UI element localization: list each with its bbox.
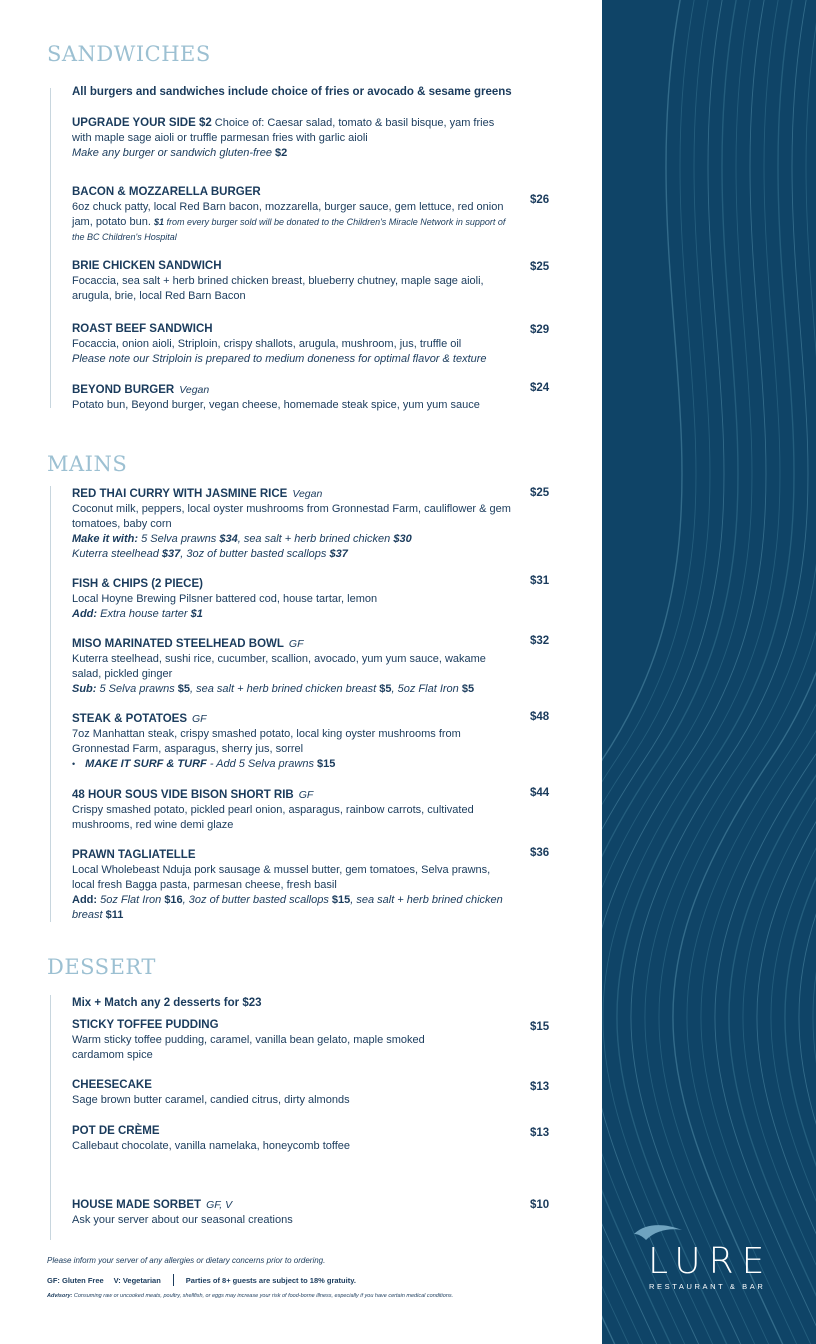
- addon-price: $30: [393, 533, 412, 545]
- item-price: $10: [530, 1199, 550, 1211]
- wave-line: [785, 0, 816, 1344]
- advisory-label: Advisory:: [47, 1293, 73, 1299]
- item-description: Crispy smashed potato, pickled pearl onion, asparagus, rainbow carrots, cultivated mushrooms, red wine demi glaze: [72, 804, 474, 831]
- item-name: BRIE CHICKEN SANDWICH: [72, 260, 222, 272]
- wave-line: [603, 0, 780, 1344]
- section-title-mains: MAINS: [47, 452, 128, 476]
- item-dietary-tag: Vegan: [179, 384, 210, 396]
- advisory-notice: [47, 1293, 587, 1299]
- item-price: $13: [530, 1127, 550, 1139]
- dessert-intro-text: Mix + Match any 2 desserts for $23: [72, 997, 262, 1009]
- item-price: $31: [530, 575, 550, 587]
- menu-item: [72, 788, 512, 833]
- legend-separator: [173, 1274, 174, 1286]
- wave-line: [729, 0, 816, 1344]
- item-price: $13: [530, 1081, 550, 1093]
- addon-label: Sub:: [72, 683, 97, 695]
- sandwiches-intro-text: All burgers and sandwiches include choice of fries or avocado & sesame greens: [72, 86, 512, 98]
- item-description: Callebaut chocolate, vanilla namelaka, honeycomb toffee: [72, 1140, 351, 1152]
- menu-item: [72, 637, 512, 697]
- item-name: ROAST BEEF SANDWICH: [72, 323, 213, 335]
- wave-line: [743, 0, 816, 1344]
- item-name: 48 HOUR SOUS VIDE BISON SHORT RIB: [72, 789, 294, 801]
- bullet: •: [72, 759, 76, 769]
- item-price: $36: [530, 847, 550, 859]
- allergy-notice: Please inform your server of any allergies or dietary concerns prior to ordering.: [47, 1256, 326, 1265]
- section-divider: [50, 88, 51, 408]
- brand-logo: [632, 1222, 782, 1302]
- addon-text: 5 Selva prawns: [138, 533, 220, 545]
- menu-item: [72, 185, 512, 245]
- menu-item: [72, 1198, 512, 1228]
- wave-lines-pattern: [602, 0, 816, 1344]
- item-price: $25: [530, 261, 550, 273]
- item-description: Local Wholebeast Nduja pork sausage & mussel butter, gem tomatoes, Selva prawns, local fresh Bagga pasta, parmesan cheese, fresh basil: [72, 864, 491, 891]
- addon-price: $15: [331, 894, 351, 906]
- surf-turf-price: $15: [317, 758, 336, 770]
- addon-label: Add:: [72, 608, 98, 620]
- addon-price: $5: [177, 683, 191, 695]
- wave-line: [715, 0, 816, 1344]
- menu-item: [72, 487, 512, 562]
- item-description: 7oz Manhattan steak, crispy smashed potato, local king oyster mushrooms from Gronnestad Farm, asparagus, sherry jus, sorrel: [72, 728, 461, 755]
- item-dietary-tag: Vegan: [292, 488, 323, 500]
- menu-item: [72, 1078, 512, 1108]
- addon-price: $37: [329, 548, 348, 560]
- item-description: Ask your server about our seasonal creations: [72, 1214, 293, 1226]
- item-name: STEAK & POTATOES: [72, 713, 188, 725]
- item-name: CHEESECAKE: [72, 1079, 152, 1091]
- legend-row: [47, 1274, 356, 1286]
- addon-text: , 5oz Flat Iron: [391, 683, 462, 695]
- brand-name: LURE: [648, 1241, 773, 1282]
- addon-text: , 3oz of butter basted scallops: [182, 894, 332, 906]
- addon-price: $11: [105, 909, 124, 921]
- item-price: $15: [530, 1021, 550, 1033]
- item-price: $32: [530, 635, 550, 647]
- item-dietary-tag: GF: [288, 638, 304, 650]
- wave-line: [617, 0, 794, 1344]
- item-description: Potato bun, Beyond burger, vegan cheese, homemade steak spice, yum yum sauce: [72, 399, 480, 411]
- item-dietary-tag: GF: [192, 713, 207, 725]
- item-description: Local Hoyne Brewing Pilsner battered cod, house tartar, lemon: [72, 593, 378, 605]
- donation-note: from every burger sold will be donated to the Children's Miracle Network in support of the BC Children's Hospital: [72, 217, 506, 242]
- item-name: POT DE CRÈME: [72, 1125, 160, 1137]
- surf-turf-text: - Add 5 Selva prawns: [206, 758, 318, 770]
- item-description: Sage brown butter caramel, candied citrus, dirty almonds: [72, 1094, 350, 1106]
- item-price: $24: [530, 382, 550, 394]
- decorative-side-panel: [602, 0, 816, 1344]
- menu-item: [72, 712, 512, 772]
- item-name: PRAWN TAGLIATELLE: [72, 849, 196, 861]
- item-price: $25: [530, 487, 550, 499]
- item-description: Kuterra steelhead, sushi rice, cucumber, scallion, avocado, yum yum sauce, wakame salad, pickled ginger: [72, 653, 486, 680]
- upgrade-side-note: [72, 116, 512, 161]
- item-dietary-tag: GF: [298, 789, 314, 801]
- dessert-intro: [72, 996, 512, 1011]
- addon-price: $34: [219, 533, 238, 545]
- wave-line: [602, 0, 752, 1344]
- wave-line: [602, 0, 724, 1344]
- wave-line: [602, 0, 738, 1344]
- addon-text: Extra house tarter: [97, 608, 191, 620]
- item-price: $26: [530, 194, 550, 206]
- item-description: Focaccia, sea salt + herb brined chicken breast, blueberry chutney, maple sage aioli, arugula, brie, local Red Barn Bacon: [72, 275, 484, 302]
- menu-item: [72, 322, 512, 367]
- addon-text: , 3oz of butter basted scallops: [180, 548, 330, 560]
- addon-text: , sea salt + herb brined chicken: [237, 533, 394, 545]
- item-price: $29: [530, 324, 550, 336]
- wave-line: [645, 0, 816, 1344]
- wave-line: [631, 0, 808, 1344]
- addon-price: $16: [164, 894, 183, 906]
- v-legend: V: Vegetarian: [113, 1275, 161, 1285]
- addon-text: 5 Selva prawns: [96, 683, 178, 695]
- advisory-text: Consuming raw or uncooked meats, poultry, shellfish, or eggs may increase your risk of food-borne illness, especially if you have certain medical conditions.: [72, 1293, 454, 1299]
- upgrade-text: Choice of: Caesar salad, tomato & basil bisque, yam fries with maple sage aioli or truffle parmesan fries with garlic aioli: [72, 117, 495, 144]
- menu-item: [72, 1018, 512, 1063]
- item-name: FISH & CHIPS (2 PIECE): [72, 578, 203, 590]
- addon-label: Add:: [72, 894, 98, 906]
- menu-item: [72, 1124, 512, 1154]
- item-name: MISO MARINATED STEELHEAD BOWL: [72, 638, 284, 650]
- item-price: $44: [530, 787, 550, 799]
- addon-price: $5: [379, 683, 392, 695]
- gf-note: Make any burger or sandwich gluten-free: [72, 147, 275, 159]
- addon-text: , sea salt + herb brined chicken breast: [190, 683, 380, 695]
- donation-price: $1: [153, 217, 164, 227]
- addon-price: $37: [161, 548, 181, 560]
- menu-item: [72, 848, 512, 923]
- addon-text: , sea salt + herb brined chicken breast: [72, 894, 503, 921]
- item-note: Please note our Striploin is prepared to medium doneness for optimal flavor & texture: [72, 353, 487, 365]
- section-divider: [50, 486, 51, 922]
- wave-line: [602, 0, 710, 1344]
- gf-legend: GF: Gluten Free: [47, 1275, 104, 1285]
- menu-item: [72, 383, 512, 413]
- surf-turf-label: MAKE IT SURF & TURF: [85, 758, 207, 770]
- sandwiches-intro: [72, 85, 512, 100]
- gf-note-price: $2: [275, 147, 288, 159]
- upgrade-label: UPGRADE YOUR SIDE $2: [72, 117, 212, 129]
- item-description: Focaccia, onion aioli, Striploin, crispy shallots, arugula, mushroom, jus, truffle oil: [72, 338, 462, 350]
- item-name: HOUSE MADE SORBET: [72, 1199, 202, 1211]
- section-title-dessert: DESSERT: [47, 955, 156, 979]
- item-description: 6oz chuck patty, local Red Barn bacon, mozzarella, burger sauce, gem lettuce, red onion jam, potato bun.: [72, 201, 504, 228]
- item-name: STICKY TOFFEE PUDDING: [72, 1019, 219, 1031]
- item-name: BEYOND BURGER: [72, 384, 175, 396]
- wave-line: [602, 0, 766, 1344]
- item-price: $48: [530, 711, 550, 723]
- menu-item: [72, 259, 512, 304]
- addon-price: $1: [190, 608, 203, 620]
- wave-line: [771, 0, 816, 1344]
- item-description: Warm sticky toffee pudding, caramel, vanilla bean gelato, maple smoked cardamom spice: [72, 1034, 425, 1061]
- menu-item: [72, 577, 512, 622]
- item-name: BACON & MOZZARELLA BURGER: [72, 186, 261, 198]
- gratuity-notice: Parties of 8+ guests are subject to 18% gratuity.: [185, 1275, 356, 1285]
- addon-label: Make it with:: [72, 533, 139, 545]
- wave-line: [602, 0, 682, 1344]
- addon-price: $5: [461, 683, 475, 695]
- section-title-sandwiches: SANDWICHES: [47, 42, 211, 66]
- addon-text: Kuterra steelhead: [72, 548, 162, 560]
- item-name: RED THAI CURRY WITH JASMINE RICE: [72, 488, 288, 500]
- item-dietary-tag: GF, V: [206, 1199, 233, 1211]
- brand-tagline: RESTAURANT & BAR: [649, 1282, 766, 1291]
- section-divider: [50, 995, 51, 1240]
- addon-text: 5oz Flat Iron: [97, 894, 165, 906]
- item-description: Coconut milk, peppers, local oyster mushrooms from Gronnestad Farm, cauliflower & gem tomatoes, baby corn: [72, 503, 511, 530]
